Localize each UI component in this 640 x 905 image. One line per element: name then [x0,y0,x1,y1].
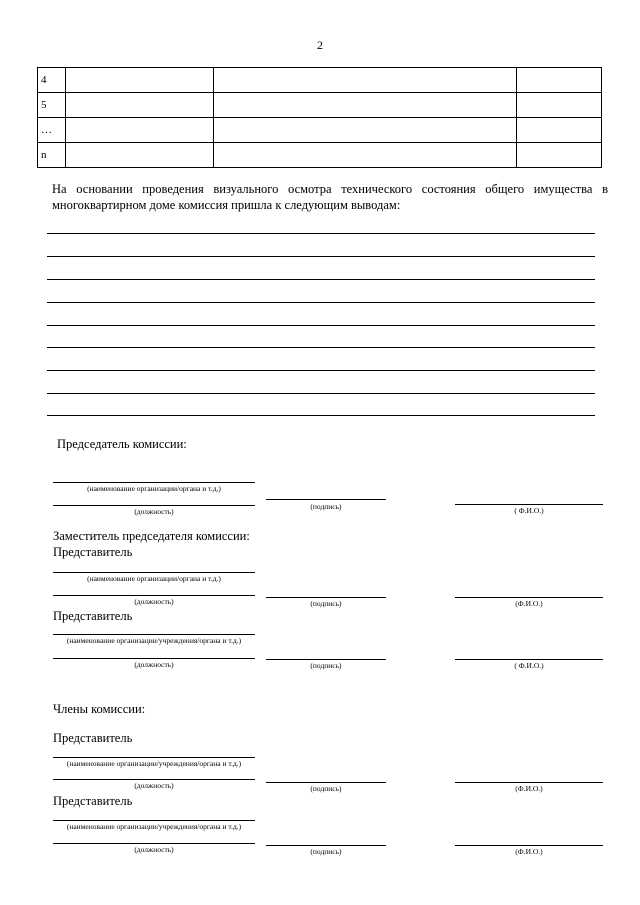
name-caption: (Ф.И.О.) [515,599,543,608]
signature-line[interactable] [266,782,386,783]
row-number: … [38,118,66,143]
org-caption: (наименование организации/органа и т.д.) [87,484,221,493]
name-line[interactable] [455,597,603,598]
org-line[interactable] [53,572,255,573]
name-caption: (Ф.И.О.) [515,784,543,793]
name-caption: ( Ф.И.О.) [514,661,544,670]
row-number: 5 [38,93,66,118]
org-line[interactable] [53,482,255,483]
conclusion-line[interactable] [47,347,595,348]
representative-label: Представитель [53,731,133,745]
inspection-table [37,67,602,168]
table-cell[interactable] [517,143,602,168]
table-cell[interactable] [66,143,214,168]
signature-caption: (подпись) [310,847,342,856]
signature-caption: (подпись) [310,784,342,793]
position-caption: (должность) [134,597,174,606]
name-line[interactable] [455,504,603,505]
signature-line[interactable] [266,597,386,598]
representative-label: Представитель [53,794,133,808]
row-number: n [38,143,66,168]
position-caption: (должность) [134,660,174,669]
table-row [38,68,602,93]
representative-label: Представитель [53,545,133,559]
conclusion-line[interactable] [47,279,595,280]
position-caption: (должность) [134,845,174,854]
org-line[interactable] [53,757,255,758]
table-cell[interactable] [66,68,214,93]
table-cell[interactable] [66,93,214,118]
name-caption: ( Ф.И.О.) [514,506,544,515]
table-cell[interactable] [517,68,602,93]
org-line[interactable] [53,634,255,635]
chairman-title: Председатель комиссии: [57,437,187,451]
table-cell[interactable] [66,118,214,143]
table-cell[interactable] [214,93,517,118]
conclusion-text: На основании проведения визуального осмотра технического состояния общего имущества в многоквартирном доме комиссия пришла к следующим выводам: [52,182,608,212]
signature-line[interactable] [266,659,386,660]
org-caption: (наименование организации/органа и т.д.) [87,574,221,583]
position-line[interactable] [53,658,255,659]
representative-label: Представитель [53,609,133,623]
name-line[interactable] [455,845,603,846]
name-line[interactable] [455,782,603,783]
table-cell[interactable] [517,118,602,143]
signature-caption: (подпись) [310,502,342,511]
position-line[interactable] [53,843,255,844]
conclusion-line[interactable] [47,233,595,234]
members-title: Члены комиссии: [53,702,146,716]
table-cell[interactable] [517,93,602,118]
table-row [38,93,602,118]
position-line[interactable] [53,595,255,596]
table-cell[interactable] [214,143,517,168]
org-caption: (наименование организации/учреждения/органа и т.д.) [66,822,242,831]
signature-caption: (подпись) [310,661,342,670]
signature-caption: (подпись) [310,599,342,608]
org-line[interactable] [53,820,255,821]
org-caption: (наименование организации/учреждения/органа и т.д.) [66,759,242,768]
conclusion-line[interactable] [47,325,595,326]
org-caption: (наименование организации/учреждения/органа и т.д.) [66,636,242,645]
table-row [38,118,602,143]
name-line[interactable] [455,659,603,660]
table-row [38,143,602,168]
position-line[interactable] [53,779,255,780]
signature-line[interactable] [266,499,386,500]
table-cell[interactable] [214,118,517,143]
conclusion-line[interactable] [47,302,595,303]
conclusion-line[interactable] [47,370,595,371]
row-number: 4 [38,68,66,93]
page-number: 2 [317,38,323,52]
position-caption: (должность) [134,781,174,790]
conclusion-line[interactable] [47,393,595,394]
deputy-title: Заместитель председателя комиссии: [53,529,250,543]
conclusion-line[interactable] [47,256,595,257]
position-caption: (должность) [134,507,174,516]
signature-line[interactable] [266,845,386,846]
conclusion-line[interactable] [47,415,595,416]
position-line[interactable] [53,505,255,506]
name-caption: (Ф.И.О.) [515,847,543,856]
table-cell[interactable] [214,68,517,93]
